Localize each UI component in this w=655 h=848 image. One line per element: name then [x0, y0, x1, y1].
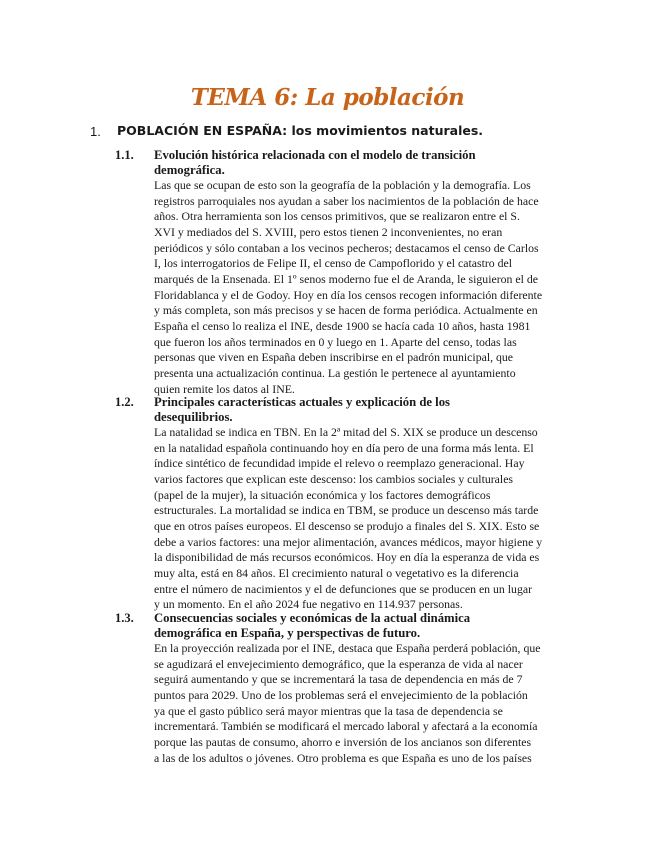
- body-line: I, los interrogatorios de Felipe II, el censo de Campoflorido y el catastro del: [154, 256, 513, 271]
- body-line: muy alta, está en 84 años. El crecimiento natural o vegetativo es la diferencia: [154, 565, 519, 580]
- body-line: a las de los adultos o jóvenes. Otro problema es que España es uno de los países: [154, 750, 532, 765]
- body-line: (papel de la mujer), la situación económica y los factores demográficos: [154, 487, 491, 502]
- body-line: índice sintético de fecundidad impide el relevo o reemplazo generacional. Hay: [154, 456, 525, 471]
- subsection-number: 1.2.: [115, 395, 134, 409]
- body-line: seguirá aumentando y que se incrementará la tasa de dependencia en más de 7: [154, 672, 523, 687]
- section-number: 1.: [90, 124, 101, 139]
- subsection-body: [154, 425, 579, 613]
- body-line: que en otros países europeos. El descenso se produjo a finales del S. XIX. Esto se: [154, 518, 540, 533]
- body-line: personas que viven en España deben inscribirse en el padrón municipal, que: [154, 350, 514, 365]
- subsection-number: 1.3.: [115, 611, 134, 625]
- body-line: que fueron los años terminados en 0 y luego en 1. Aparte del censo, todas las: [154, 334, 517, 349]
- subsection-title-line: Principales características actuales y explicación de los: [154, 395, 450, 409]
- subsection-number: 1.1.: [115, 148, 134, 162]
- body-line: incrementará. También se modificará el mercado laboral y afectará a la economía: [154, 719, 538, 734]
- body-line: estructurales. La mortalidad se indica en TBM, se produce un descenso más tarde: [154, 503, 539, 518]
- body-line: entre el número de nacimientos y el de defunciones que se producen en un lugar: [154, 581, 533, 596]
- body-line: varios factores que explican este descenso: los cambios sociales y culturales: [154, 471, 514, 486]
- subsection-title-line: Evolución histórica relacionada con el modelo de transición: [154, 148, 476, 162]
- subsection-title-line: desequilibrios.: [154, 410, 233, 424]
- subsection-body: [154, 178, 579, 397]
- body-line: puntos para 2029. Uno de los problemas será el envejecimiento de la población: [154, 687, 528, 702]
- body-line: años. Otra herramienta son los censos primitivos, que se realizaron entre el S.: [154, 209, 520, 224]
- section-title: POBLACIÓN EN ESPAÑA: los movimientos naturales.: [117, 123, 484, 138]
- body-line: Las que se ocupan de esto son la geografía de la población y la demografía. Los: [154, 178, 531, 192]
- subsection-title: [154, 395, 534, 425]
- subsection-title-line: Consecuencias sociales y económicas de la actual dinámica: [154, 611, 471, 625]
- subsection-title-line: demográfica en España, y perspectivas de futuro.: [154, 626, 421, 640]
- body-line: La natalidad se indica en TBN. En la 2ª mitad del S. XIX se produce un descenso: [154, 425, 538, 439]
- body-line: Floridablanca y el de Godoy. Hoy en día los censos recogen información diferente: [154, 287, 543, 302]
- body-line: la disponibilidad de más recursos económicos. Hoy en día la esperanza de vida es: [154, 550, 540, 565]
- body-line: periódicos y sólo contaban a los vecinos pecheros; destacamos el censo de Carlos: [154, 240, 539, 255]
- subsection-title: [154, 148, 534, 178]
- body-line: presenta una actualización continua. La gestión le pertenece al ayuntamiento: [154, 365, 516, 380]
- body-line: porque las pautas de consumo, ahorro e inversión de los ancianos son diferentes: [154, 734, 532, 749]
- subsection-body: [154, 641, 579, 766]
- page-title: TEMA 6: La población: [190, 84, 465, 111]
- subsection-title-line: demográfica.: [154, 163, 225, 177]
- body-line: registros parroquiales nos ayudan a saber los nacimientos de la población de hace: [154, 193, 539, 208]
- body-line: XVI y mediados del S. XVIII, pero estos tienen 2 inconvenientes, no eran: [154, 224, 503, 239]
- body-line: España el censo lo realiza el INE, desde 1900 se hacía cada 10 años, hasta 1981: [154, 318, 531, 333]
- body-line: marqués de la Ensenada. El 1º senos moderno fue el de Aranda, le siguieron el de: [154, 271, 538, 286]
- body-line: En la proyección realizada por el INE, destaca que España perderá población, que: [154, 641, 541, 655]
- subsection-title: [154, 611, 534, 641]
- body-line: ya que el gasto público será mayor mientras que la tasa de dependencia se: [154, 703, 503, 718]
- body-line: quien remite los datos al INE.: [154, 381, 295, 396]
- body-line: y un momento. En el año 2024 fue negativo en 114.937 personas.: [154, 597, 463, 612]
- body-line: y más completa, son más precisos y se hacen de forma periódica. Actualmente en: [154, 303, 538, 318]
- body-line: se agudizará el envejecimiento demográfico, que la esperanza de vida al nacer: [154, 656, 523, 671]
- body-line: en la natalidad española continuando hoy en día pero de una forma más lenta. El: [154, 440, 534, 455]
- body-line: debe a varios factores: una mejor alimentación, avances médicos, mayor higiene y: [154, 534, 543, 549]
